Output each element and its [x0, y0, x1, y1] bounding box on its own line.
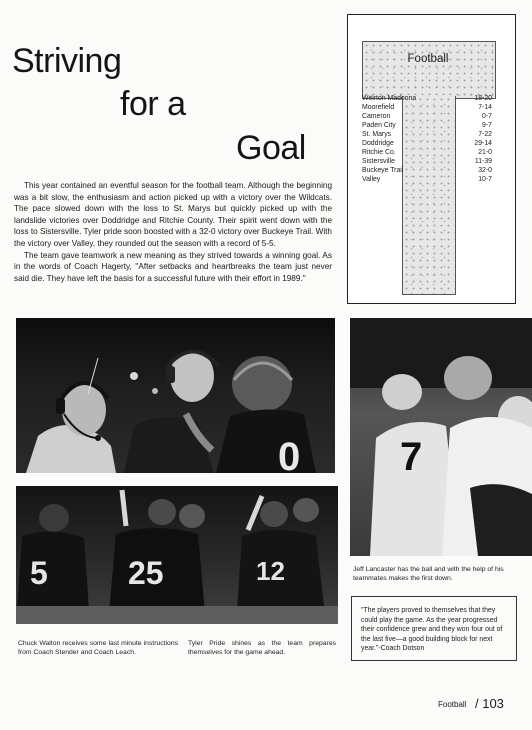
caption-lancaster: Jeff Lancaster has the ball and with the help of his teammates makes the first down.: [353, 566, 504, 583]
score-row: [362, 94, 492, 103]
article-paragraph-2: The team gave teamwork a new meaning as they strived towards a winning goal. As in the words of Coach Hagerty, ''After setbacks and heartbreaks the team just never said die. They have left the basis for a successful future with their effort in 1989.'': [14, 250, 332, 283]
score-row: [362, 130, 492, 139]
footer-section-label: Football: [438, 700, 467, 709]
score-row: [362, 175, 492, 184]
score-result: 0-7: [482, 113, 492, 120]
headline-striving: Striving: [12, 42, 122, 80]
score-result: 9-7: [482, 122, 492, 129]
score-row: [362, 139, 492, 148]
score-result: 11-39: [474, 158, 492, 165]
score-opponent: Cameron: [362, 113, 391, 120]
score-result: 18-20: [474, 95, 492, 102]
score-opponent: Sistersville: [362, 158, 395, 165]
team-photo-art: [16, 486, 338, 624]
score-opponent: Ritchie Co.: [362, 149, 396, 156]
headline-for-a: for a: [120, 85, 186, 123]
huddle-number-b: 25: [128, 555, 164, 591]
score-row: [362, 103, 492, 112]
score-row: [362, 148, 492, 157]
score-opponent: Moorefield: [362, 104, 395, 111]
article-paragraph-1: This year contained an eventful season for the football team. Although the beginning was a bit slow, the enthusiasm and action picked up with a victory over the Wildcats. The pace slowed down with the loss to St. Marys but quickly picked up with the landslide victories over Doddridge and Ritchie County. Their spirit went down with the loss to Sistersville. Tyler pride soon boosted with a 32-0 victory over Buckeye Trail. With the victory over Valley, they rounded out the season with a record of 5-5.: [14, 181, 332, 248]
score-row: [362, 157, 492, 166]
score-result: 10-7: [478, 176, 492, 183]
photo-lancaster-first-down: [350, 318, 532, 556]
lancaster-jersey-number: 7: [400, 435, 423, 479]
coaches-photo-art: [16, 318, 335, 473]
huddle-number-c: 12: [256, 556, 285, 586]
score-result: 29-14: [474, 140, 492, 147]
coach-quote-text: "The players proved to themselves that they could play the game. As the year progressed their confidence grew and they won four out of the last five—a good building block for next year."-Coach Dotson: [361, 607, 503, 653]
coach-quote-box: [351, 596, 517, 661]
score-opponent: St. Marys: [362, 131, 392, 138]
scoreboard-heading: Football: [407, 53, 449, 65]
scoreboard-box: [347, 14, 516, 304]
score-row: [362, 166, 492, 175]
score-result: 7-22: [478, 131, 492, 138]
score-opponent: Valley: [362, 176, 381, 183]
score-opponent: Doddridge: [362, 140, 394, 147]
photo-team-prepares: [16, 486, 338, 624]
huddle-number-a: 5: [30, 555, 48, 591]
caption-tyler-pride: Tyler Pride shines as the team prepares themselves for the game ahead.: [188, 640, 336, 657]
article-body: [14, 180, 332, 284]
score-opponent: Paden City: [362, 122, 396, 129]
t-letter-bar: [362, 41, 496, 99]
score-result: 21-0: [478, 149, 492, 156]
page-number: / 103: [475, 696, 504, 711]
caption-walton: Chuck Walton receives some last minute instructions from Coach Stender and Coach Leach.: [18, 640, 178, 657]
score-row: [362, 121, 492, 130]
coaches-photo-jersey-number: 0: [278, 435, 301, 473]
headline-goal: Goal: [236, 129, 306, 167]
score-opponent: Buckeye Trail: [362, 167, 404, 174]
lancaster-photo-art: [350, 318, 532, 556]
score-result: 32-0: [478, 167, 492, 174]
score-opponent: Weirton Madonna: [362, 95, 417, 102]
score-row: [362, 112, 492, 121]
photo-coaches-instructing: [16, 318, 335, 473]
score-result: 7-14: [478, 104, 492, 111]
